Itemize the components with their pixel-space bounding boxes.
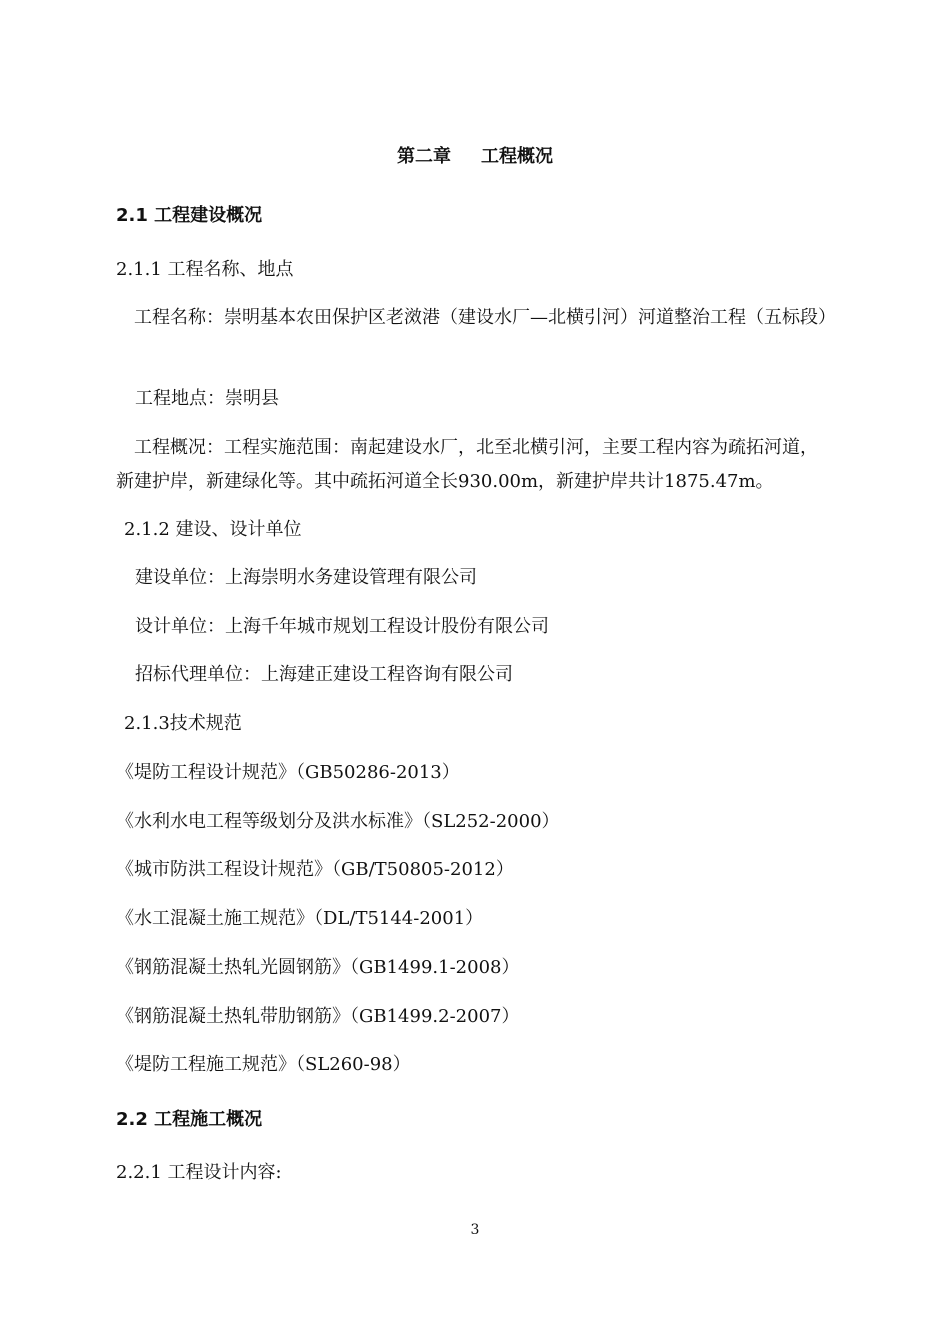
project-location-paragraph: 工程地点：崇明县 (135, 388, 279, 409)
standard-item: 《水利水电工程等级划分及洪水标准》（SL252-2000） (116, 811, 560, 832)
owner-unit: 建设单位：上海崇明水务建设管理有限公司 (135, 567, 477, 588)
section-2-2-heading: 2.2 工程施工概况 (116, 1109, 263, 1130)
chapter-heading (0, 145, 950, 169)
design-unit: 设计单位：上海千年城市规划工程设计股份有限公司 (135, 616, 549, 637)
page-number: 3 (470, 1222, 480, 1238)
section-2-1-heading: 2.1 工程建设概况 (116, 205, 263, 226)
subsection-2-1-3-heading: 2.1.3技术规范 (124, 713, 242, 734)
standard-item: 《水工混凝土施工规范》（DL/T5144-2001） (116, 908, 484, 929)
standard-item: 《堤防工程设计规范》（GB50286-2013） (116, 762, 460, 783)
standard-item: 《钢筋混凝土热轧带肋钢筋》（GB1499.2-2007） (116, 1006, 520, 1027)
standard-item: 《城市防洪工程设计规范》（GB/T50805-2012） (116, 859, 514, 880)
chapter-number: 第二章 (397, 146, 451, 167)
project-overview-paragraph: 工程概况：工程实施范围：南起建设水厂，北至北横引河，主要工程内容为疏拓河道，新建护岸，新建绿化等。其中疏拓河道全长930.00m，新建护岸共计1875.47m。 (116, 437, 818, 492)
bid-agent-unit: 招标代理单位：上海建正建设工程咨询有限公司 (135, 664, 513, 685)
subsection-2-2-1-heading: 2.2.1 工程设计内容: (116, 1162, 282, 1183)
project-name-paragraph: 工程名称：崇明基本农田保护区老滧港（建设水厂—北横引河）河道整治工程（五标段） (134, 307, 836, 328)
standard-item: 《钢筋混凝土热轧光圆钢筋》（GB1499.1-2008） (116, 957, 520, 978)
standard-item: 《堤防工程施工规范》（SL260-98） (116, 1054, 411, 1075)
subsection-2-1-1-heading: 2.1.1 工程名称、地点 (116, 259, 294, 280)
subsection-2-1-2-heading: 2.1.2 建设、设计单位 (124, 519, 302, 540)
chapter-title: 工程概况 (481, 146, 553, 167)
